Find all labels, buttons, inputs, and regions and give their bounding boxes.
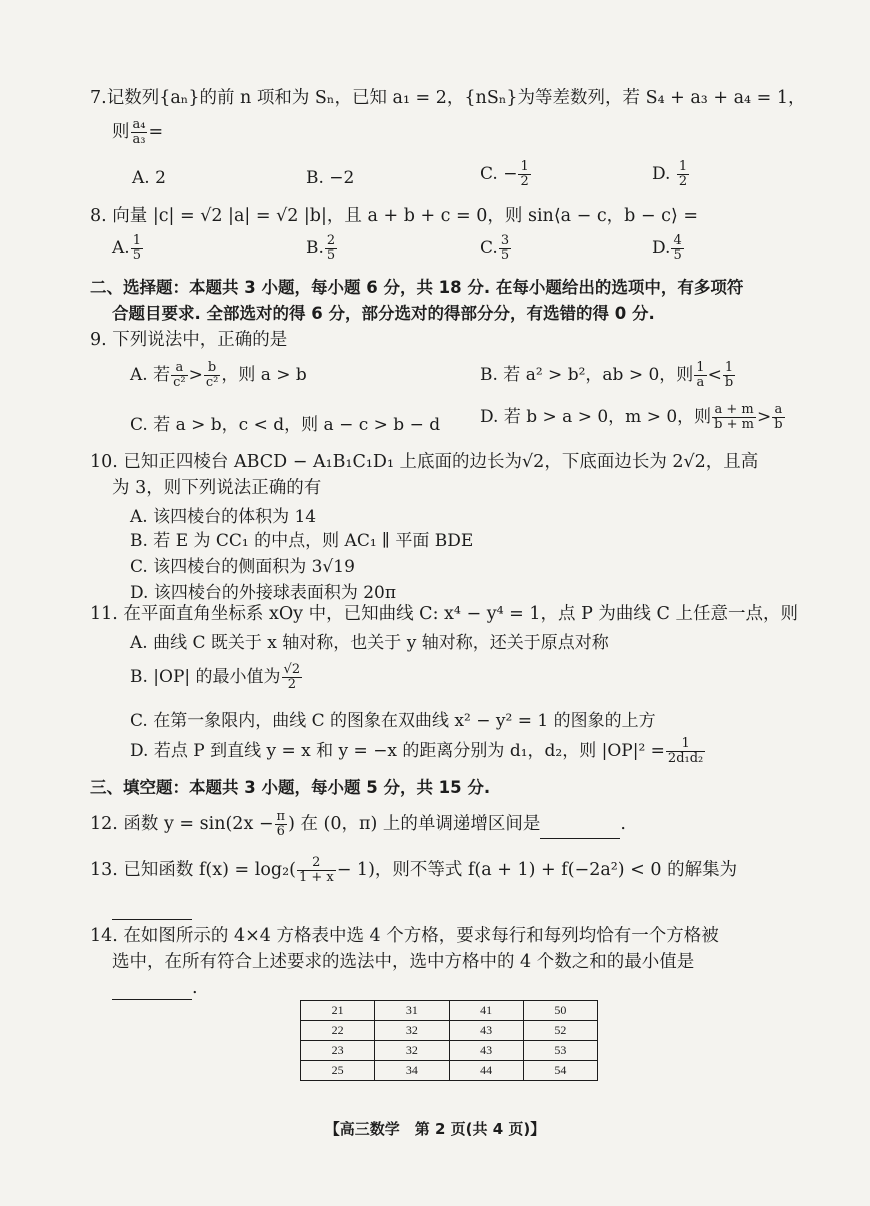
- q7-stem: 7.记数列{aₙ}的前 n 项和为 Sₙ，已知 a₁ = 2，{nSₙ}为等差数列，若 S₄ + a₃ + a₄ = 1，: [90, 88, 806, 108]
- table-row: [301, 1061, 598, 1081]
- q10-option-d: D. 该四棱台的外接球表面积为 20π: [130, 583, 397, 603]
- table-cell: 53: [523, 1041, 597, 1061]
- table-row: [301, 1001, 598, 1021]
- q9-option-b: B. 若 a² > b²，ab > 0，则 $\frac{1}{a}$ < $\frac{1}{b}$: [480, 360, 734, 390]
- q8-option-b: B. $\frac{2}{5}$: [306, 233, 336, 263]
- q8-stem: 8. 向量 |c| = √2 |a| = √2 |b|，且 a + b + c = 0，则 sin⟨a − c，b − c⟩ =: [90, 206, 699, 226]
- q8-option-d: D. $\frac{4}{5}$: [652, 233, 682, 263]
- q11-option-b: B. |OP| 的最小值为 $\frac{√2}{2}$: [130, 662, 301, 692]
- q14-stem-line2: 选中，在所有符合上述要求的选法中，选中方格中的 4 个数之和的最小值是: [112, 952, 695, 972]
- q10-stem-line2: 为 3，则下列说法正确的有: [112, 478, 322, 498]
- q7-option-b: B. −2: [306, 168, 355, 188]
- q7-option-d: D. $\frac{1}{2}$: [652, 159, 688, 189]
- q9-option-c: C. 若 a > b，c < d，则 a − c > b − d: [130, 415, 441, 435]
- table-cell: 23: [301, 1041, 375, 1061]
- table-cell: 32: [375, 1021, 449, 1041]
- q10-option-a: A. 该四棱台的体积为 14: [130, 507, 317, 527]
- q8-option-c: C. $\frac{3}{5}$: [480, 233, 510, 263]
- table-cell: 50: [523, 1001, 597, 1021]
- q10-option-b: B. 若 E 为 CC₁ 的中点，则 AC₁ ∥ 平面 BDE: [130, 531, 474, 551]
- table-cell: 32: [375, 1041, 449, 1061]
- table-row: [301, 1041, 598, 1061]
- table-cell: 22: [301, 1021, 375, 1041]
- q12-answer-blank[interactable]: [540, 822, 620, 839]
- q7-stem-line2: 则 $\frac{\text{a₄}}{\text{a₃}}$ =: [112, 117, 164, 147]
- q10-stem: 10. 已知正四棱台 ABCD − A₁B₁C₁D₁ 上底面的边长为√2，下底面边长为 2√2，且高: [90, 452, 759, 472]
- q10-option-c: C. 该四棱台的侧面积为 3√19: [130, 557, 355, 577]
- section-2-heading-line2: 合题目要求. 全部选对的得 6 分，部分选对的得部分分，有选错的得 0 分.: [112, 304, 655, 323]
- table-cell: 41: [449, 1001, 523, 1021]
- table-cell: 52: [523, 1021, 597, 1041]
- table-cell: 43: [449, 1041, 523, 1061]
- q9-stem: 9. 下列说法中，正确的是: [90, 330, 288, 350]
- table-cell: 43: [449, 1021, 523, 1041]
- table-cell: 44: [449, 1061, 523, 1081]
- q7-option-a: A. 2: [132, 168, 166, 188]
- section-3-heading: 三、填空题：本题共 3 小题，每小题 5 分，共 15 分.: [90, 778, 491, 797]
- q14-answer-blank[interactable]: [112, 983, 192, 1000]
- table-cell: 34: [375, 1061, 449, 1081]
- number-grid-table: [300, 1000, 598, 1081]
- table-cell: 31: [375, 1001, 449, 1021]
- q14-answer-line: .: [112, 976, 198, 1000]
- q12-stem: 12. 函数 y = sin(2x − $\frac{\pi}{6}$ ) 在 (0，π) 上的单调递增区间是 .: [90, 809, 626, 839]
- table-cell: 54: [523, 1061, 597, 1081]
- q11-stem: 11. 在平面直角坐标系 xOy 中，已知曲线 C: x⁴ − y⁴ = 1，点 P 为曲线 C 上任意一点，则: [90, 604, 798, 624]
- page-footer: 【高三数学 第 2 页(共 4 页)】: [324, 1120, 546, 1138]
- q13-answer-blank[interactable]: [112, 903, 192, 920]
- table-row: [301, 1021, 598, 1041]
- q11-option-a: A. 曲线 C 既关于 x 轴对称，也关于 y 轴对称，还关于原点对称: [130, 633, 609, 653]
- table-cell: 21: [301, 1001, 375, 1021]
- q9-option-a: A. 若 $\frac{a}{\text{c²}}$ > $\frac{b}{\text{c²}}$ ，则 a > b: [130, 360, 307, 390]
- q8-option-a: A. $\frac{1}{5}$: [112, 233, 141, 263]
- q11-option-c: C. 在第一象限内，曲线 C 的图象在双曲线 x² − y² = 1 的图象的上方: [130, 711, 656, 731]
- q14-stem: 14. 在如图所示的 4×4 方格表中选 4 个方格，要求每行和每列均恰有一个方格被: [90, 926, 719, 946]
- q13-answer-blank-line[interactable]: [112, 896, 192, 920]
- q11-option-d: D. 若点 P 到直线 y = x 和 y = −x 的距离分别为 d₁，d₂，则 |OP|² = $\frac{1}{\text{2d₁d₂}}$: [130, 736, 704, 766]
- q7-option-c: C. − $\frac{1}{2}$: [480, 159, 529, 189]
- section-2-heading: 二、选择题：本题共 3 小题，每小题 6 分，共 18 分. 在每小题给出的选项中，有多项符: [90, 278, 744, 297]
- q13-stem: 13. 已知函数 f(x) = log₂( $\frac{2}{1 + x}$ − 1)，则不等式 f(a + 1) + f(−2a²) < 0 的解集为: [90, 855, 738, 885]
- table-cell: 25: [301, 1061, 375, 1081]
- q9-option-d: D. 若 b > a > 0，m > 0，则 $\frac{a + m}{b + m}$ > $\frac{a}{b}$: [480, 402, 783, 432]
